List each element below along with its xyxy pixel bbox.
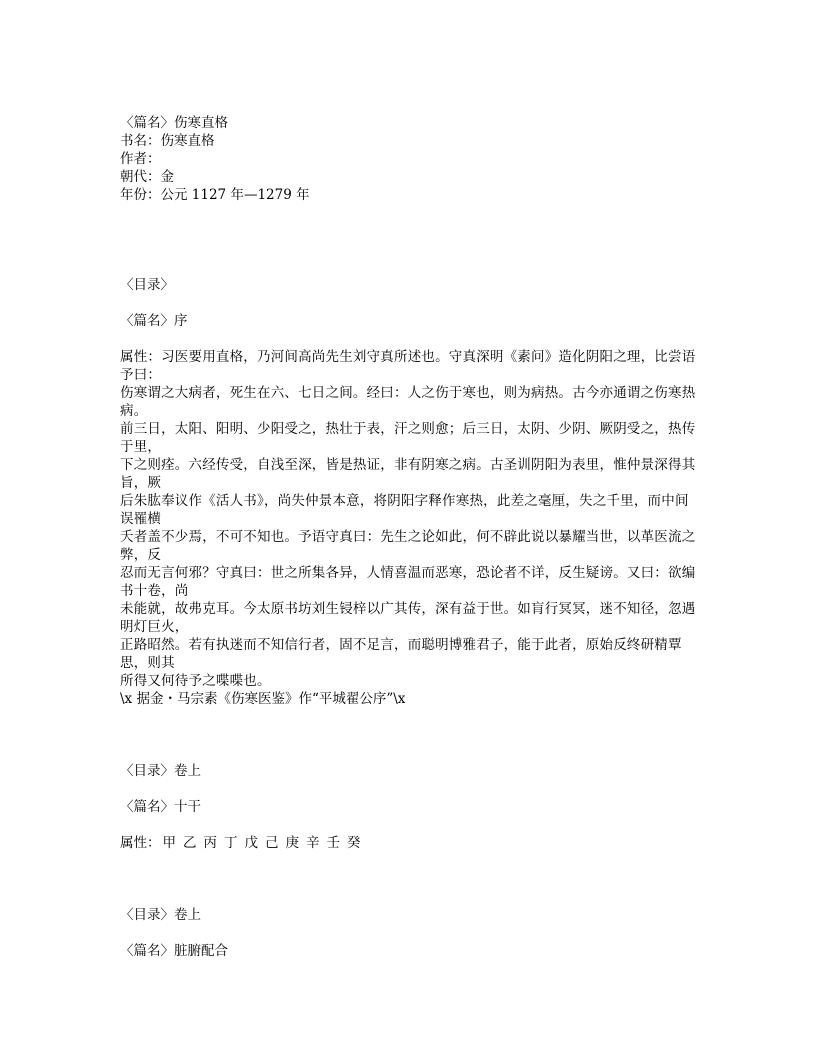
stem-item: 戊 (244, 835, 258, 851)
preface-line: 属性：习医要用直格，乃河间高尚先生刘守真所述也。守真深明《素问》造化阴阳之理，比尝语予曰： (120, 349, 696, 383)
preface-line: 夭者盖不少焉，不可不知也。予语守真曰：先生之论如此，何不辟此说以暴耀当世，以革医流之弊，反 (120, 529, 696, 563)
header-dynasty-line: 朝代：金 (120, 169, 174, 185)
header-author-line: 作者： (120, 151, 161, 167)
preface-line: 所得又何待予之喋喋也。 (120, 673, 271, 689)
preface-line: 下之则痊。六经传受，自浅至深，皆是热证，非有阴寒之病。古圣训阴阳为表里，惟仲景深得其旨，厥 (120, 457, 696, 491)
stem-item: 丙 (203, 835, 217, 851)
section2-chapter: 〈篇名〉十干 (120, 799, 201, 815)
preface-line: 前三日，太阳、阳明、少阳受之，热壮于表，汗之则愈；后三日，太阴、少阴、厥阴受之，热传于里， (120, 421, 696, 455)
preface-line: 伤寒谓之大病者，死生在六、七日之间。经曰：人之伤于寒也，则为病热。古今亦通谓之伤寒热病。 (120, 385, 696, 419)
heavenly-stems-line (120, 834, 700, 852)
stem-item: 辛 (306, 835, 320, 851)
header-title-line: 〈篇名〉伤寒直格 (120, 115, 228, 131)
section1-toc: 〈目录〉 (120, 277, 174, 293)
preface-line: 未能就，故弗克耳。今太原书坊刘生锓梓以广其传，深有益于世。如肓行冥冥，迷不知径，忽遇明灯巨火， (120, 601, 696, 635)
preface-note: \x 据金・马宗素《伤寒医鉴》作“平城翟公序”\x (120, 691, 406, 707)
section3-toc: 〈目录〉卷上 (120, 907, 201, 923)
stem-item: 庚 (285, 835, 299, 851)
section2-toc: 〈目录〉卷上 (120, 763, 201, 779)
preface-line: 忍而无言何邪？守真曰：世之所集各异，人情喜温而恶寒，恐论者不详，反生疑谤。又曰：欲编书十卷，尚 (120, 565, 696, 599)
preface-line: 正路昭然。若有执迷而不知信行者，固不足言，而聪明博雅君子，能于此者，原始反终研精覃思，则其 (120, 637, 682, 671)
section1-chapter: 〈篇名〉序 (120, 313, 188, 329)
stem-item: 己 (265, 835, 279, 851)
header-book-line: 书名：伤寒直格 (120, 133, 215, 149)
stem-item: 乙 (183, 835, 197, 851)
stem-item: 甲 (162, 835, 176, 851)
preface-line: 后朱肱奉议作《活人书》，尚失仲景本意，将阴阳字释作寒热，此差之毫厘，失之千里，而中间误罹横 (120, 493, 689, 527)
stem-item: 丁 (224, 835, 238, 851)
preface-body (120, 348, 700, 708)
stems-attr-label: 属性： (120, 835, 161, 851)
stem-item: 癸 (347, 835, 361, 851)
stem-item: 壬 (326, 835, 340, 851)
document-page (120, 114, 700, 960)
section3-chapter: 〈篇名〉脏腑配合 (120, 943, 228, 959)
header-year-line: 年份：公元 1127 年—1279 年 (120, 187, 310, 203)
